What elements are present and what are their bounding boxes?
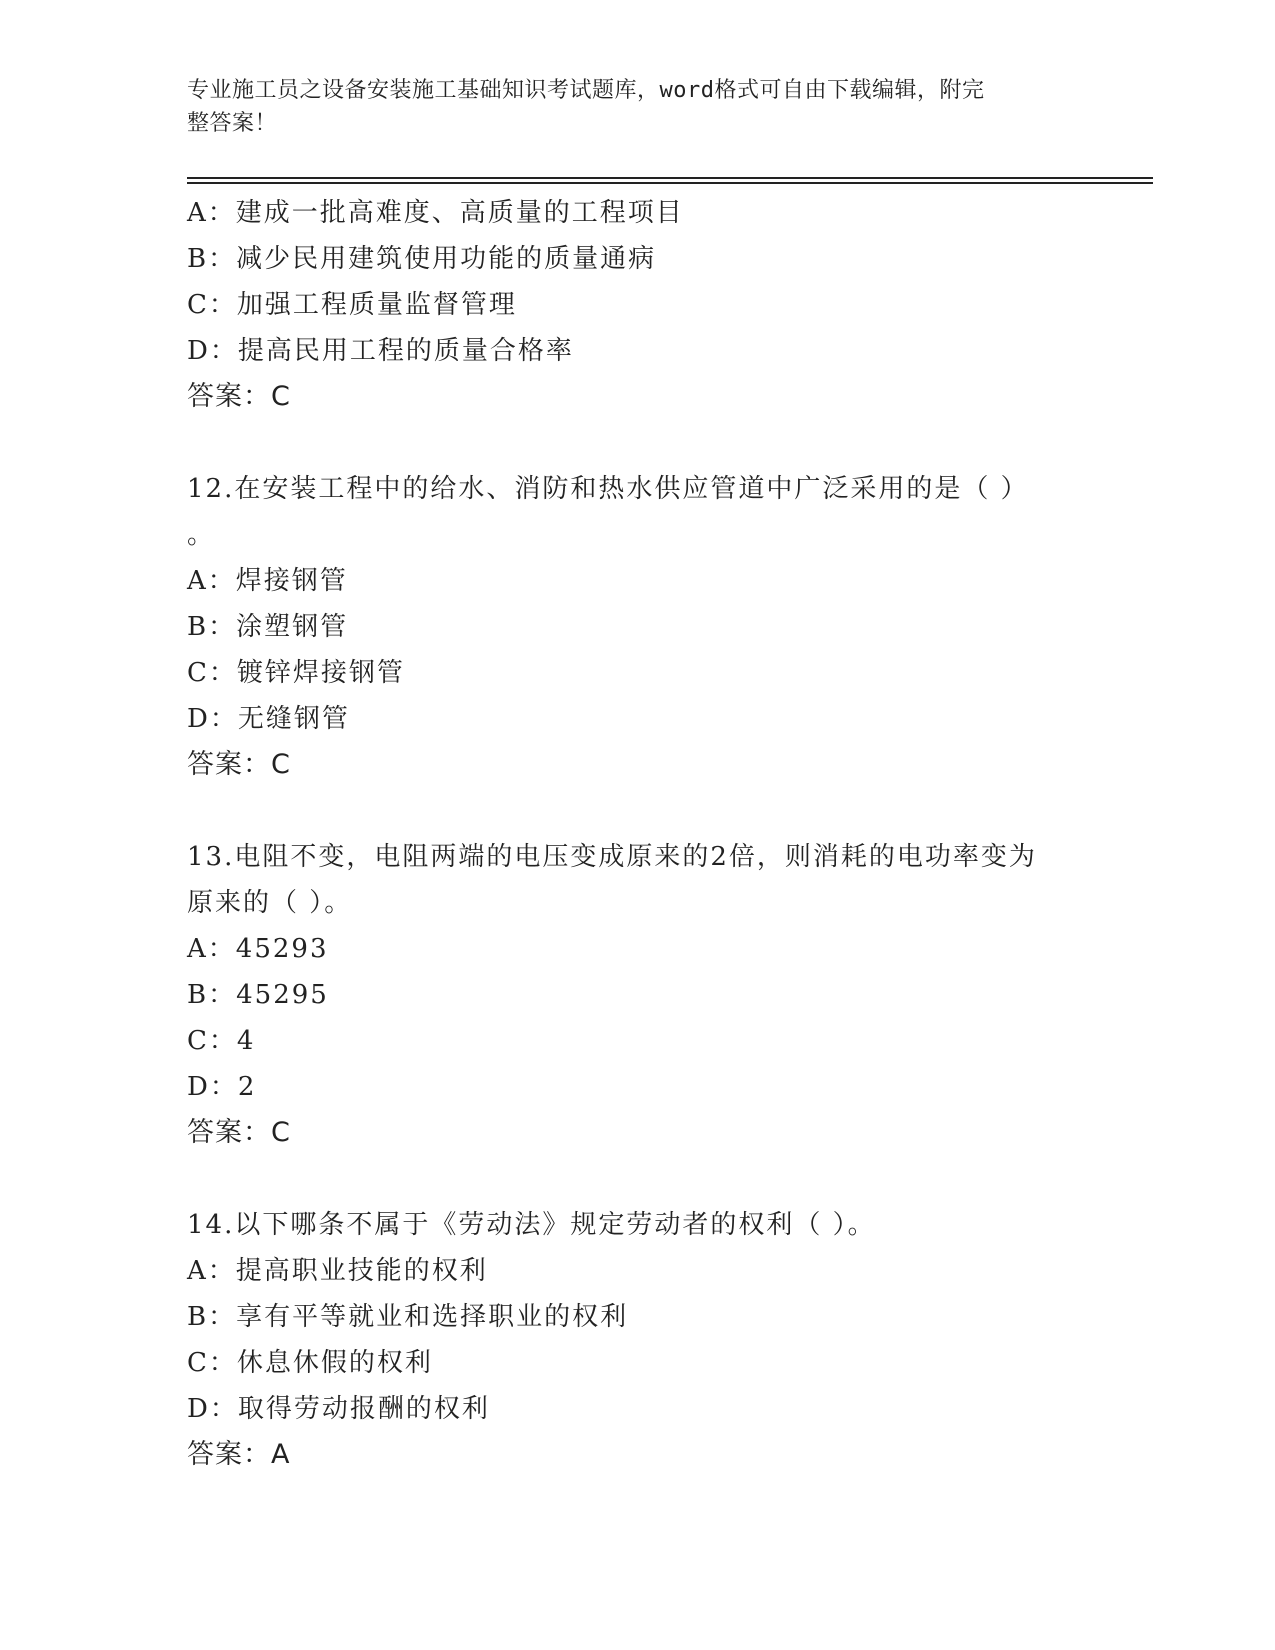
question-stem-line-2: 原来的（ ）。 [187, 888, 353, 918]
option-c: C：镀锌焊接钢管 [187, 658, 405, 688]
question-12 [187, 466, 1087, 788]
document-header [187, 74, 1067, 140]
option-c: C：休息休假的权利 [187, 1348, 433, 1378]
option-c: C：加强工程质量监督管理 [187, 290, 517, 320]
option-d: D：无缝钢管 [187, 704, 350, 734]
option-b: B：享有平等就业和选择职业的权利 [187, 1302, 629, 1332]
header-divider-bottom [187, 182, 1153, 184]
option-d: D：2 [187, 1072, 257, 1102]
header-line-2: 整答案！ [187, 111, 278, 136]
header-divider-top [187, 177, 1153, 179]
question-stem-continuation: 。 [187, 520, 214, 550]
option-b: B：减少民用建筑使用功能的质量通病 [187, 244, 657, 274]
answer-line: 答案：A [187, 1439, 291, 1470]
option-a: A：45293 [187, 934, 329, 964]
question-13 [187, 834, 1087, 1156]
question-stem: 12.在安装工程中的给水、消防和热水供应管道中广泛采用的是（ ） [187, 474, 1029, 504]
header-line-1: 专业施工员之设备安装施工基础知识考试题库，word格式可自由下载编辑，附完 [187, 78, 985, 103]
answer-line: 答案：C [187, 1117, 291, 1148]
option-c: C：4 [187, 1026, 256, 1056]
question-11 [187, 190, 1087, 420]
option-a: A：提高职业技能的权利 [187, 1256, 488, 1286]
question-stem: 14.以下哪条不属于《劳动法》规定劳动者的权利（ ）。 [187, 1210, 876, 1240]
answer-line: 答案：C [187, 381, 291, 412]
answer-line: 答案：C [187, 749, 291, 780]
option-a: A：焊接钢管 [187, 566, 348, 596]
question-list [187, 190, 1087, 1478]
option-a: A：建成一批高难度、高质量的工程项目 [187, 198, 684, 228]
question-stem-line-1: 13.电阻不变，电阻两端的电压变成原来的2倍，则消耗的电功率变为 [187, 842, 1037, 872]
option-d: D：提高民用工程的质量合格率 [187, 336, 574, 366]
option-b: B：涂塑钢管 [187, 612, 349, 642]
option-d: D：取得劳动报酬的权利 [187, 1394, 490, 1424]
option-b: B：45295 [187, 980, 329, 1010]
question-14 [187, 1202, 1087, 1478]
